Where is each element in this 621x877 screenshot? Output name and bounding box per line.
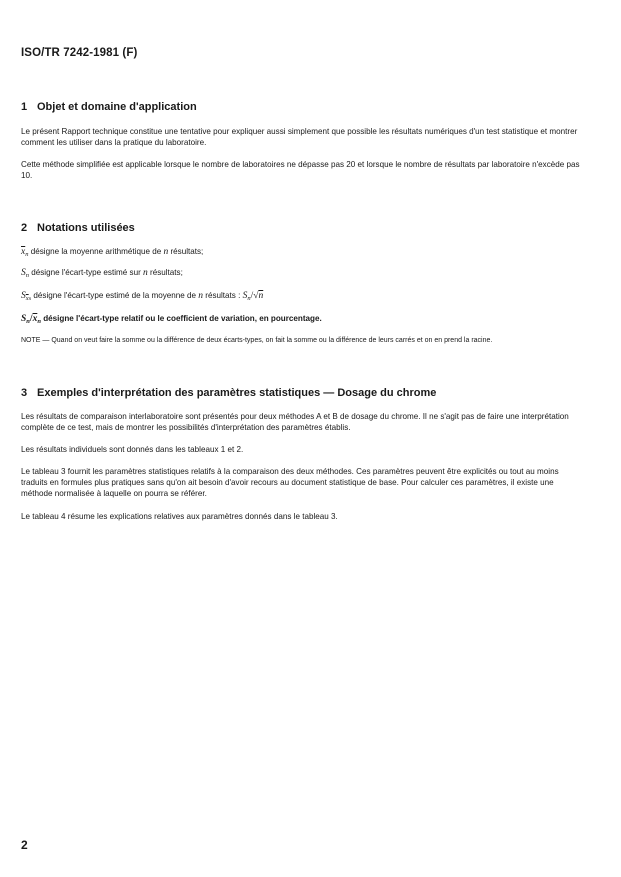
section-1-heading [21, 101, 197, 113]
page-number: 2 [21, 838, 28, 852]
symbol-sub-n: n [26, 318, 30, 325]
notation-mean-text: désigne la moyenne arithmétique de [30, 247, 162, 256]
notation-std-dev [21, 267, 581, 281]
section-2-title: Notations utilisées [37, 222, 135, 234]
section-3-heading [21, 387, 436, 399]
notation-std-dev-var: n [143, 268, 148, 278]
notation-std-dev-mean-text: désigne l'écart-type estimé de la moyenne de [33, 291, 197, 300]
notation-mean [21, 246, 581, 260]
symbol-x-bar: $\overline{x}$ [32, 314, 38, 324]
formula-slash: / [29, 314, 33, 324]
section-1-title: Objet et domaine d'application [37, 101, 197, 113]
document-id-header: ISO/TR 7242-1981 (F) [21, 47, 138, 59]
notation-std-dev-mean-tail: résultats : [205, 291, 241, 300]
notation-std-dev-text: désigne l'écart-type estimé sur [31, 268, 141, 277]
section-3-number: 3 [21, 387, 28, 399]
symbol-sub-n: n [37, 318, 41, 325]
symbol-sub-x-bar: x [25, 295, 29, 302]
symbol-S: S [21, 291, 26, 301]
formula-S-over-sqrt-n [243, 291, 264, 300]
formula-radicand-n: n [258, 291, 264, 301]
notation-std-dev-tail: résultats; [150, 268, 183, 277]
symbol-x-bar: $\overline{x}$ [21, 247, 26, 257]
symbol-sub-n: n [25, 272, 29, 279]
section-3-paragraph-4: Le tableau 4 résume les explications relatives aux paramètres donnés dans le tableau 3. [21, 512, 338, 521]
note: NOTE — Quand on veut faire la somme ou la différence de deux écarts-types, on fait la somme ou la différence de leurs carrés et on en prend la racine. [21, 337, 493, 344]
notation-relative-std-dev-text: désigne l'écart-type relatif ou le coefficient de variation, en pourcentage. [43, 314, 322, 323]
section-3-paragraph-1: Les résultats de comparaison interlaboratoire sont présentés pour deux méthodes A et B de dosage du chrome. Il ne s'agit pas de faire une interprétation complète de ce test, mais de montrer les possibilités d'interprétation des paramètres établis. [21, 412, 569, 433]
symbol-sub-n: n [25, 251, 29, 258]
section-1-number: 1 [21, 101, 28, 113]
section-2-number: 2 [21, 222, 28, 234]
section-3-paragraph-2: Les résultats individuels sont donnés dans les tableaux 1 et 2. [21, 445, 244, 454]
symbol-S: S [21, 268, 26, 278]
section-1-paragraph-1: Le présent Rapport technique constitue une tentative pour expliquer aussi simplement que possible les résultats numériques d'un test statistique et montrer comment les utiliser dans la pratique du laboratoire. [21, 127, 578, 148]
notation-mean-var: n [163, 247, 169, 257]
symbol-sub-sub-n: n [28, 297, 32, 302]
formula-S: S [242, 291, 248, 301]
notation-std-dev-mean-var: n [198, 291, 204, 301]
section-3-title: Exemples d'interprétation des paramètres statistiques — Dosage du chrome [37, 387, 437, 399]
formula-sub-n: n [247, 295, 251, 302]
notation-mean-tail: résultats; [170, 247, 204, 256]
symbol-S: S [21, 314, 27, 324]
notation-std-dev-mean [21, 290, 581, 305]
section-1-paragraph-2: Cette méthode simplifiée est applicable lorsque le nombre de laboratoires ne dépasse pas 20 et lorsque le nombre de résultats par laboratoire n'excède pas 10. [21, 160, 580, 181]
section-2-heading [21, 222, 135, 234]
formula-slash: /√ [250, 291, 259, 301]
notation-relative-std-dev [21, 313, 581, 327]
section-3-paragraph-3: Le tableau 3 fournit les paramètres statistiques relatifs à la comparaison des deux méthodes. Ces paramètres peuvent être explicités ou tout au moins traduits en formules plus pratiques sans qu'on ait besoin d'avoir recours au document statistique de base. Pour calculer ces paramètres, il existe une méthode normalisée à laquelle on pourra se référer. [21, 467, 559, 499]
